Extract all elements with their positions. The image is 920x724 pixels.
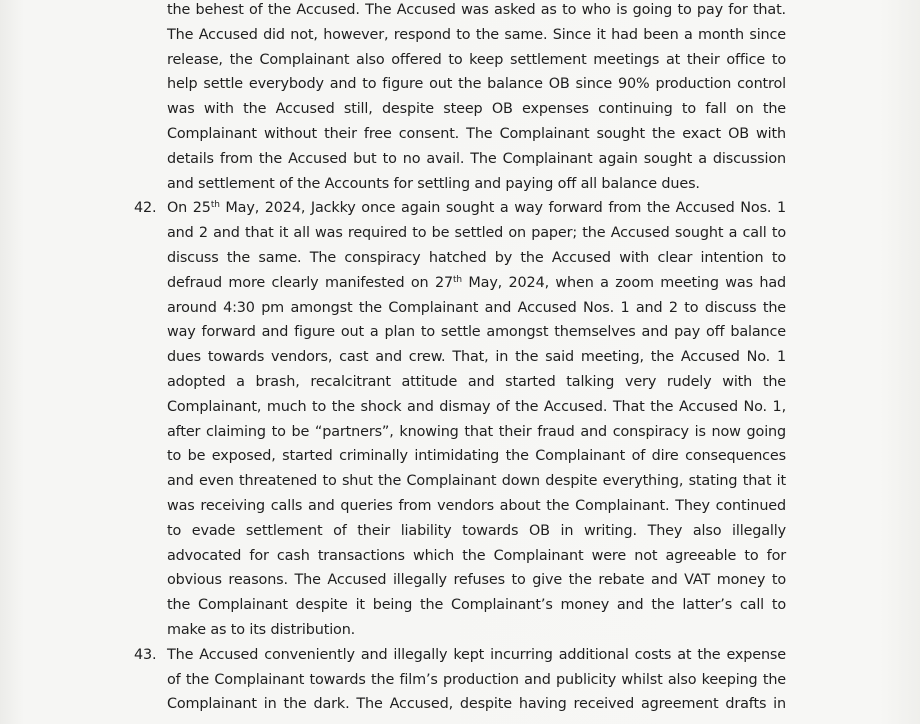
text-line: Complainant, much to the shock and dismay of the Accused. That the Accused No. 1, (167, 398, 786, 415)
text-line: help settle everybody and to figure out the balance OB since 90% production control (167, 76, 786, 93)
text-line: dues towards vendors, cast and crew. That, in the said meeting, the Accused No. 1 (167, 349, 786, 366)
text-line: the Complainant despite it being the Complainant’s money and the latter’s call to (167, 597, 786, 614)
text-fragment: May, 2024, when a zoom meeting was had (461, 274, 786, 291)
ordinal-superscript: th (210, 200, 220, 211)
text-line: to evade settlement of their liability towards OB in writing. They also illegally (167, 522, 786, 539)
text-line: was receiving calls and queries from vendors about the Complainant. They continued (167, 497, 786, 514)
text-line: The Accused did not, however, respond to the same. Since it had been a month since (167, 26, 786, 43)
document-text (134, 0, 786, 717)
text-line: adopted a brash, recalcitrant attitude and started talking very rudely with the (167, 373, 786, 390)
text-line: Complainant without their free consent. The Complainant sought the exact OB with (167, 125, 786, 142)
text-line: and even threatened to shut the Complainant down despite everything, stating that it (167, 473, 786, 490)
text-line: way forward and figure out a plan to settle amongst themselves and pay off balance (167, 324, 786, 341)
text-line: advocated for cash transactions which the Complainant were not agreeable to for (167, 547, 786, 564)
text-fragment: The Accused conveniently and illegally kept incurring additional costs at the expense (167, 646, 786, 663)
text-fragment: May, 2024, Jackky once again sought a way forward from the Accused Nos. 1 (219, 200, 787, 217)
text-line: make as to its distribution. (167, 621, 356, 638)
text-line: details from the Accused but to no avail. The Complainant again sought a discussion (167, 150, 786, 167)
text-fragment: On 25 (167, 200, 211, 217)
text-line: and settlement of the Accounts for settling and paying off all balance dues. (167, 175, 700, 192)
text-line: the behest of the Accused. The Accused was asked as to who is going to pay for that. (167, 2, 786, 18)
text-line: discuss the same. The conspiracy hatched by the Accused with clear intention to (167, 249, 786, 266)
text-line: and 2 and that it all was required to be settled on paper; the Accused sought a call to (167, 225, 786, 242)
text-line: release, the Complainant also offered to keep settlement meetings at their office to (167, 51, 786, 68)
text-line: Complainant in the dark. The Accused, despite having received agreement drafts in (167, 696, 786, 713)
text-line: of the Complainant towards the film’s production and publicity whilst also keeping the (167, 671, 786, 688)
text-line: was with the Accused still, despite steep OB expenses continuing to fall on the (167, 101, 786, 118)
text-line: after claiming to be “partners”, knowing that their fraud and conspiracy is now going (167, 423, 786, 440)
text-line: around 4:30 pm amongst the Complainant and Accused Nos. 1 and 2 to discuss the (167, 299, 786, 316)
paragraph-43-first-line (134, 643, 786, 668)
paragraph-number: 42. (134, 200, 157, 217)
text-line: to be exposed, started criminally intimidating the Complainant of dire consequences (167, 448, 786, 465)
text-line (134, 271, 786, 296)
ordinal-superscript: th (453, 274, 462, 285)
paragraph-42-first-line (134, 196, 786, 221)
text-line: obvious reasons. The Accused illegally refuses to give the rebate and VAT money to (167, 572, 786, 589)
text-fragment: defraud more clearly manifested on 27 (167, 274, 453, 291)
paragraph-number: 43. (134, 646, 157, 663)
